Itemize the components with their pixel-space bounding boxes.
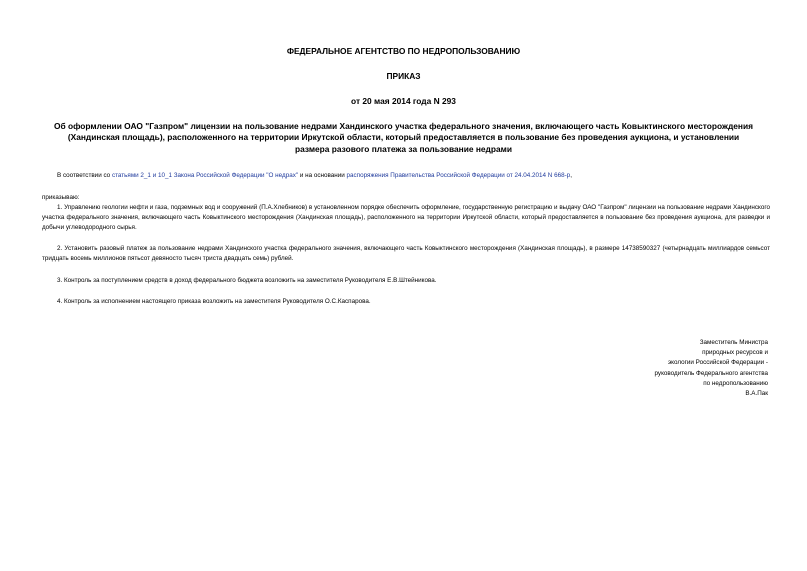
order-item-3: 3. Контроль за поступлением средств в доход федерального бюджета возложить на заместителя Руководителя Е.В.Штейникова. bbox=[57, 277, 437, 284]
basis-middle: и на основании bbox=[298, 172, 347, 179]
signatory-name: В.А.Пак bbox=[745, 390, 768, 398]
signature-line: экологии Российской Федерации - bbox=[667, 359, 768, 367]
document-date-number: от 20 мая 2014 года N 293 bbox=[351, 96, 456, 106]
government-order-link[interactable]: распоряжения Правительства Российской Федерации от 24.04.2014 N 668-р bbox=[346, 172, 571, 179]
law-articles-link[interactable]: статьями 2_1 и 10_1 Закона Российской Федерации "О недрах" bbox=[111, 172, 299, 179]
signature-block bbox=[655, 338, 769, 399]
order-item-4: 4. Контроль за исполнением настоящего приказа возложить на заместителя Руководителя О.С.Каспарова. bbox=[57, 298, 371, 305]
basis-prefix: В соответствии со bbox=[57, 172, 112, 179]
order-item-2: 2. Установить разовый платеж за пользование недрами Хандинского участка федерального значения, включающего часть Ковыктинского месторождения (Хандинская площадь), в размере 14738590327 (четырнадцать миллиардов семьсот тридцать восемь миллионов пятьсот девяносто тысяч триста двадцать семь) рублей. bbox=[42, 245, 770, 263]
signature-line: Заместитель Министра bbox=[699, 339, 768, 346]
document-title: Об оформлении ОАО "Газпром" лицензии на пользование недрами Хандинского участка федерального значения, включающего часть Ковыктинского месторождения (Хандинская площадь), расположенного на территории Иркутской области, который предоставляется в пользование без проведения аукциона, и установлении размера разового платежа за пользование недрами bbox=[53, 121, 754, 154]
signature-line: природных ресурсов и bbox=[702, 349, 768, 357]
basis-paragraph bbox=[42, 171, 770, 181]
document-type: ПРИКАЗ bbox=[386, 71, 421, 81]
order-item-1: 1. Управлению геологии нефти и газа, подземных вод и сооружений (П.А.Хлебников) в установленном порядке обеспечить оформление, государственную регистрацию и выдачу ОАО "Газпром" лицензии на пользование недрами Хандинского участка федерального значения, включающего часть Ковыктинского месторождения (Хандинская площадь), расположенного на территории Иркутской области, который предоставляется в пользование без проведения аукциона, для разведки и добычи углеводородного сырья. bbox=[42, 204, 770, 232]
signature-line: по недропользованию bbox=[703, 379, 768, 387]
order-word: приказываю: bbox=[42, 194, 80, 201]
agency-name: ФЕДЕРАЛЬНОЕ АГЕНТСТВО ПО НЕДРОПОЛЬЗОВАНИЮ bbox=[286, 46, 521, 56]
signature-line: руководитель Федерального агентства bbox=[654, 369, 768, 377]
basis-suffix: , bbox=[570, 172, 572, 179]
